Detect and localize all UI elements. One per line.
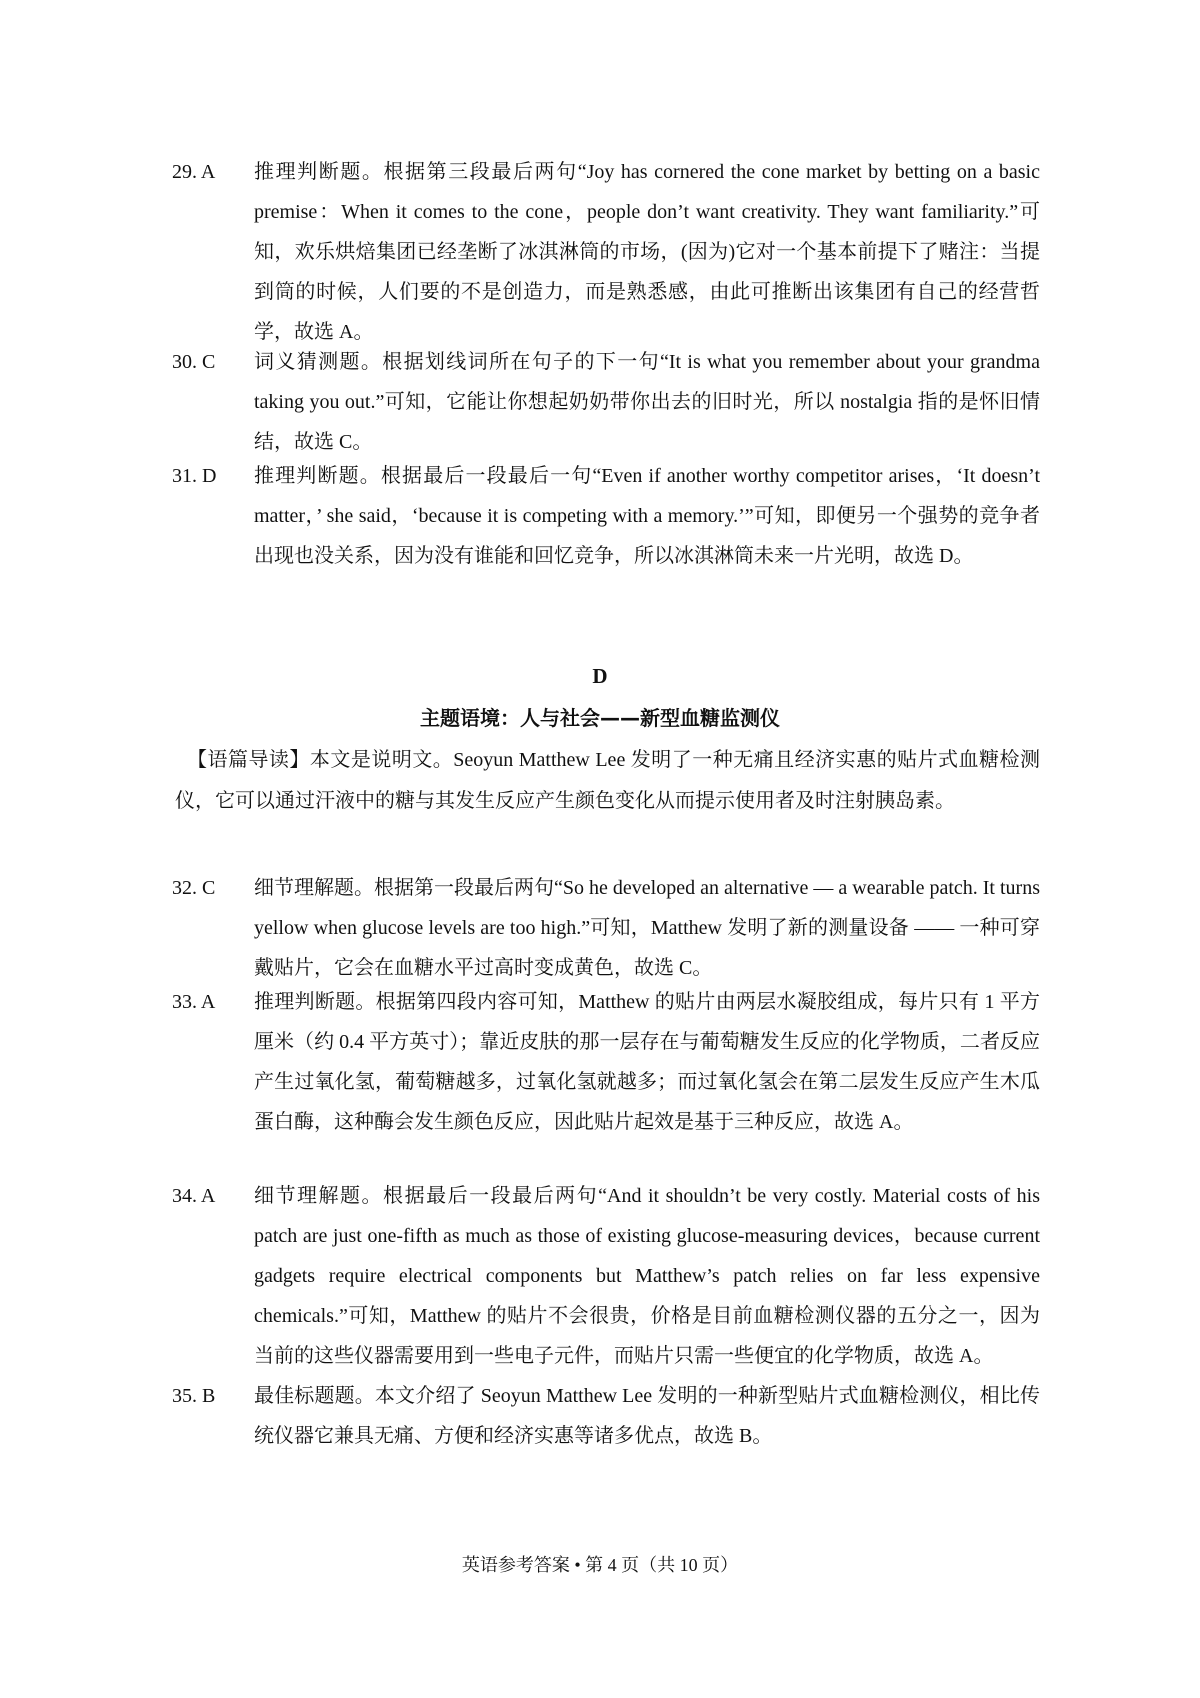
reading-guide: 【语篇导读】本文是说明文。Seoyun Matthew Lee 发明了一种无痛且经济实惠的贴片式血糖检测仪，它可以通过汗液中的糖与其发生反应产生颜色变化从而提示使用者及时注射胰岛素。: [175, 749, 1040, 812]
section-title: 主题语境：人与社会——新型血糖监测仪: [420, 706, 780, 730]
answer-explanation: 细节理解题。根据第一段最后两句“So he developed an alternative — a wearable patch. It turns yellow when glucose levels are too high.”可知，Matthew 发明了新的测量设备 —— 一种可穿戴贴片，它会在血糖水平过高时变成黄色，故选 C。: [254, 877, 1040, 979]
answer-explanation: 推理判断题。根据最后一段最后一句“Even if another worthy competitor arises，‘It doesn’t matter，’ she said，‘because it is competing with a memory.’”可知，即便另一个强势的竞争者出现也没关系，因为没有谁能和回忆竞争，所以冰淇淋筒未来一片光明，故选 D。: [254, 465, 1040, 567]
section-letter: D: [592, 664, 608, 688]
answer-number: 30. C: [172, 351, 216, 373]
answer-item-30: [172, 342, 1040, 462]
page-footer: 英语参考答案 • 第 4 页（共 10 页）: [461, 1555, 739, 1575]
answer-explanation: 推理判断题。根据第四段内容可知，Matthew 的贴片由两层水凝胶组成，每片只有 1 平方厘米（约 0.4 平方英寸）；靠近皮肤的那一层存在与葡萄糖发生反应的化学物质，二者反应产生过氧化氢，葡萄糖越多，过氧化氢就越多；而过氧化氢会在第二层发生反应产生木瓜蛋白酶，这种酶会发生颜色反应，因此贴片起效是基于三种反应，故选 A。: [254, 991, 1040, 1133]
answer-item-29: [172, 152, 1040, 352]
answer-number: 34. A: [172, 1185, 216, 1207]
answer-explanation: 细节理解题。根据最后一段最后两句“And it shouldn’t be very costly. Material costs of his patch are just one-fifth as much as those of existing glucose-measuring devices，because current gadgets require electrical components but Matthew’s patch relies on far less expensive chemicals.”可知，Matthew 的贴片不会很贵，价格是目前血糖检测仪器的五分之一，因为当前的这些仪器需要用到一些电子元件，而贴片只需一些便宜的化学物质，故选 A。: [254, 1185, 1040, 1367]
answer-explanation: 词义猜测题。根据划线词所在句子的下一句“It is what you remember about your grandma taking you out.”可知，它能让你想起奶奶带你出去的旧时光，所以 nostalgia 指的是怀旧情结，故选 C。: [254, 351, 1040, 453]
answer-number: 29. A: [172, 161, 216, 183]
answer-number: 32. C: [172, 877, 216, 899]
answer-item-32: [172, 868, 1040, 988]
answer-item-33: [172, 982, 1040, 1142]
answer-explanation: 推理判断题。根据第三段最后两句“Joy has cornered the cone market by betting on a basic premise：When it comes to the cone，people don’t want creativity. They want familiarity.”可知，欢乐烘焙集团已经垄断了冰淇淋筒的市场，(因为)它对一个基本前提下了赌注：当提到筒的时候，人们要的不是创造力，而是熟悉感，由此可推断出该集团有自己的经营哲学，故选 A。: [254, 161, 1040, 343]
answer-number: 35. B: [172, 1385, 216, 1407]
answer-item-31: [172, 456, 1040, 576]
answer-explanation: 最佳标题题。本文介绍了 Seoyun Matthew Lee 发明的一种新型贴片式血糖检测仪，相比传统仪器它兼具无痛、方便和经济实惠等诸多优点，故选 B。: [254, 1385, 1040, 1447]
answer-number: 33. A: [172, 991, 216, 1013]
answer-item-34: [172, 1176, 1040, 1376]
answer-item-35: [172, 1376, 1040, 1456]
answer-number: 31. D: [172, 465, 217, 487]
